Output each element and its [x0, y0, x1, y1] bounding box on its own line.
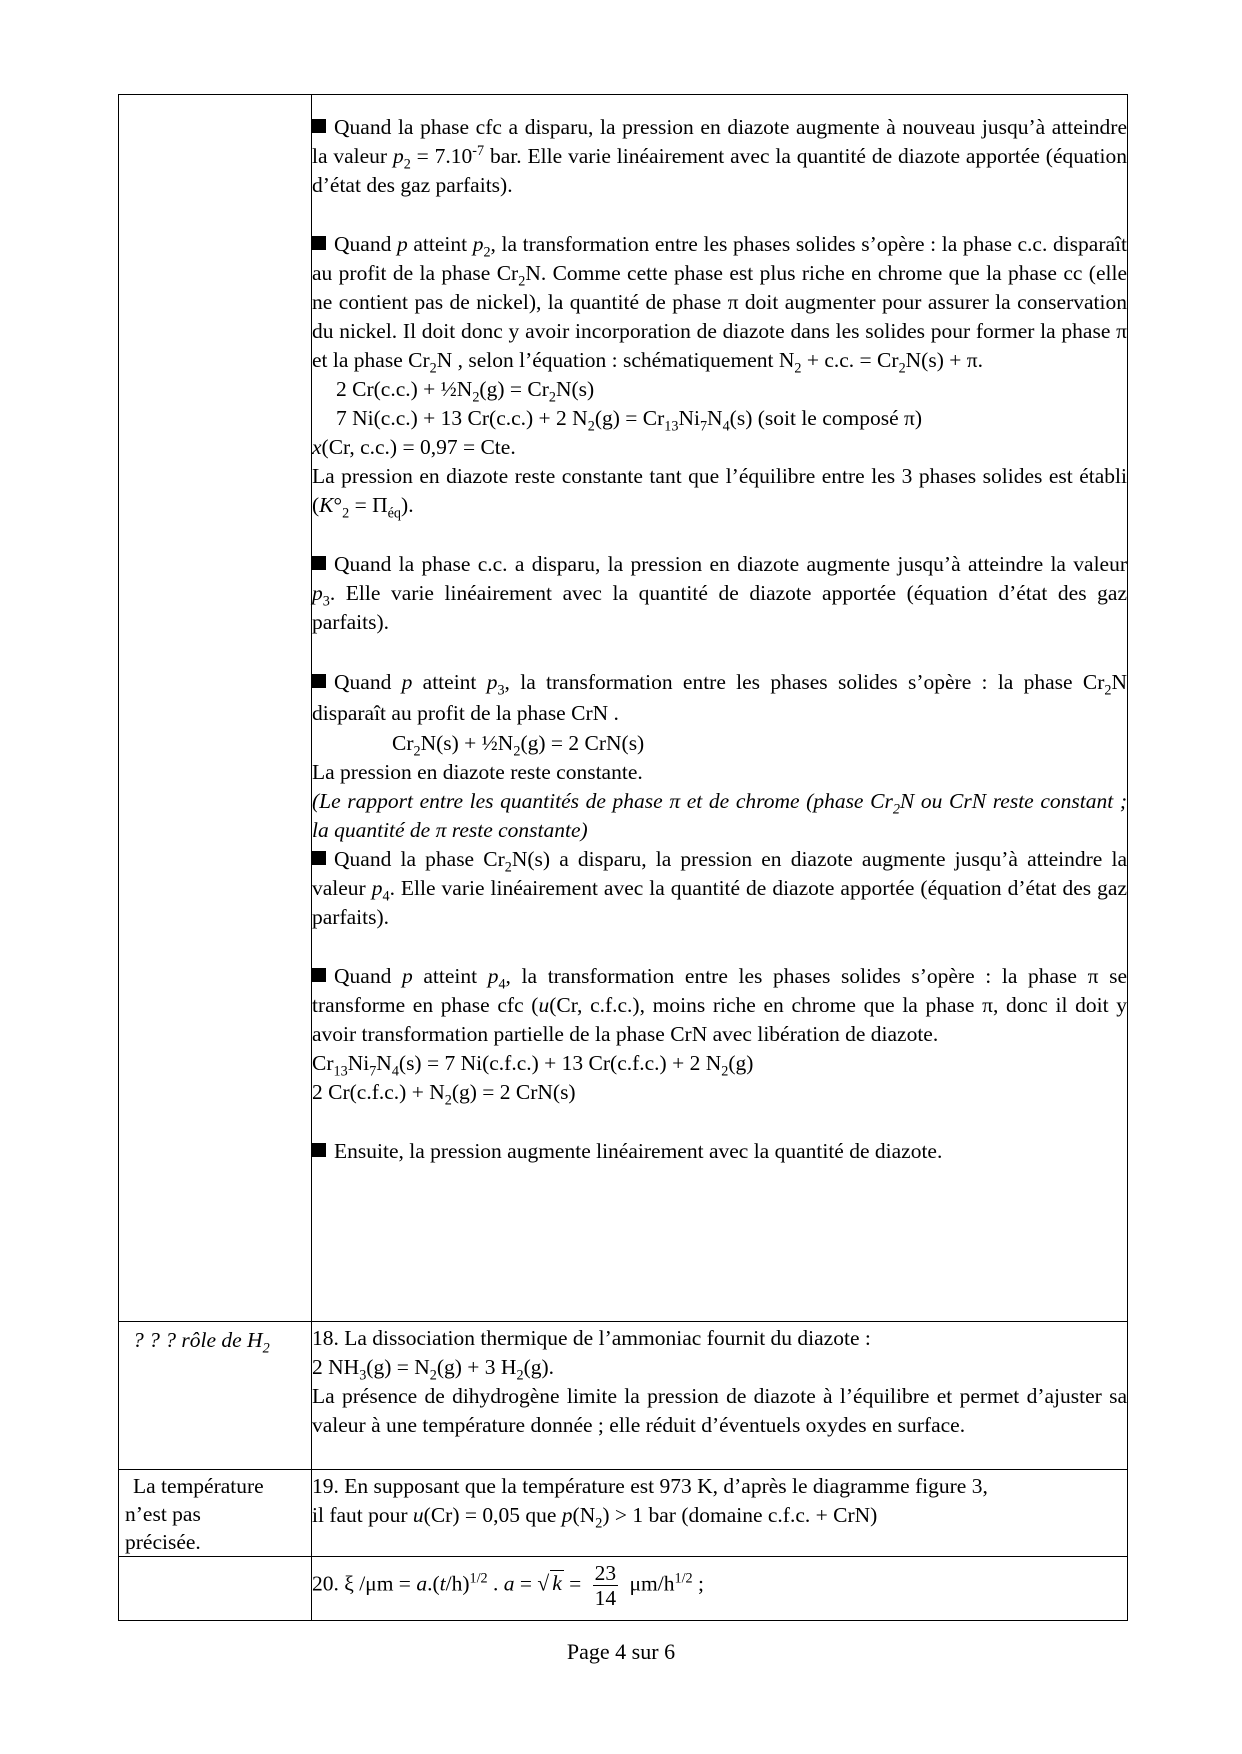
square-bullet-icon: [312, 236, 326, 250]
equation-decomposition-pi: $Cr_{13}Ni_7N_4(s) = 7$ Ni(c.f.c.) + 13 Cr(c.f.c.) + 2 $N_2(g)$: [312, 1051, 754, 1080]
answer-18-explanation: La présence de dihydrogène limite la pression de diazote à l’équilibre et permet d’ajuster sa valeur à une température donnée ; elle réduit d’éventuels oxydes en surface.: [312, 1384, 1127, 1437]
square-bullet-icon: [312, 968, 326, 982]
side-note-temperature: La température n’est pas précisée.: [119, 1470, 312, 1557]
square-bullet-icon: [312, 851, 326, 865]
table-row: [119, 1322, 1128, 1470]
square-bullet-icon: [312, 1143, 326, 1157]
italic-note: (Le rapport entre les quantités de phase π et de chrome (phase $Cr_2N$ ou CrN reste constant ; la quantité de π reste constante): [312, 789, 1127, 842]
mole-fraction-line: x(Cr, c.c.) = 0,97 = Cte.: [312, 435, 516, 459]
paragraph-p-atteint-p3: Quand p atteint $p_3$, la transformation entre les phases solides s’opère : la phase $Cr_2N$ disparaît au profit de la phase CrN .: [312, 670, 1127, 725]
side-cell-empty: [119, 95, 312, 1322]
square-bullet-icon: [312, 556, 326, 570]
answer-20-formula: 20. ξ $/\mu m = a.(t/h)^{1/2}$ . a = √ k = $\frac{23}{14}$ $\mu m/h^{1/2}$ ;: [312, 1561, 704, 1610]
answer-19-line1: 19. En supposant que la température est 973 K, d’après le diagramme figure 3,: [312, 1474, 988, 1498]
equation-crn-cfc: 2 $Cr(c.f.c.) + N_2(g) = 2$ CrN(s): [312, 1080, 576, 1109]
table-row: [119, 1470, 1128, 1557]
main-cell: [312, 95, 1128, 1322]
paragraph-pression-constante: La pression en diazote reste constante tant que l’équilibre entre les 3 phases solides est établi $(K^\circ_2 = \Pi_{éq})$.: [312, 464, 1127, 522]
paragraph-p-atteint-p2: Quand p atteint $p_2$, la transformation entre les phases solides s’opère : la phase c.c. disparaît au profit de la phase $Cr_2N$. Comme cette phase est plus riche en chrome que la phase cc (elle ne contient pas de nickel), la quantité de phase π doit augmenter pour assurer la conservation du nickel. Il doit donc y avoir incorporation de diazote dans les solides pour former la phase π et la phase $Cr_2N$ , selon l’équation : schématiquement $N_2 + c.c$. = $Cr_2N(s) + \pi$.: [312, 232, 1127, 377]
paragraph-p-atteint-p4: Quand p atteint $p_4$, la transformation entre les phases solides s’opère : la phase π se transforme en phase cfc (u(Cr, c.f.c.), moins riche en chrome que la phase π, donc il doit y avoir transformation partielle de la phase CrN avec libération de diazote.: [312, 964, 1127, 1046]
paragraph-cfc-disparu: Quand la phase cfc a disparu, la pression en diazote augmente à nouveau jusqu’à atteindre la valeur $p_2 = 7.10^{-7}$ bar. Elle varie linéairement avec la quantité de diazote apportée (équation d’état des gaz parfaits).: [312, 115, 1127, 197]
equation-crn: $Cr_2N(s)$ + $\frac{1}{2}N_2(g) = 2$ CrN(s): [392, 731, 645, 760]
equation-nh3: 2 $NH_3(g) = N_2(g) + 3$ $H_2(g)$.: [312, 1355, 555, 1384]
correction-table: [118, 94, 1128, 1621]
page-number: Page 4 sur 6: [566, 1639, 676, 1664]
table-row: [119, 1557, 1128, 1621]
equation-cr2n: 2 $Cr(c.c.) + \frac{1}{2}N_2(g) = Cr_2N(s)$: [336, 377, 595, 406]
answer-20-cell: [312, 1557, 1128, 1621]
side-cell-empty: [119, 1557, 312, 1621]
answer-19-line2: il faut pour u(Cr) = 0,05 que $p(N_2) > 1$ bar (domaine c.f.c. + CrN): [312, 1503, 878, 1532]
side-note-role-h2: ? ? ? rôle de $H_2$: [119, 1322, 312, 1470]
answer-18-intro: 18. La dissociation thermique de l’ammoniac fournit du diazote :: [312, 1326, 871, 1350]
square-bullet-icon: [312, 674, 326, 688]
sqrt-radicand: k: [552, 1571, 562, 1596]
square-bullet-icon: [312, 119, 326, 133]
paragraph-ensuite: Ensuite, la pression augmente linéairement avec la quantité de diazote.: [312, 1137, 1127, 1166]
answer-19-cell: [312, 1470, 1128, 1557]
pression-constante-line: La pression en diazote reste constante.: [312, 760, 643, 784]
table-row: [119, 95, 1128, 1322]
fraction: $\frac{23}{14}$: [594, 1561, 617, 1610]
equation-compose-pi: 7 Ni(c.c.) + 13 Cr(c.c.) + 2 $N_2(g) = Cr_{13}Ni_7N_4(s)$ (soit le composé π): [336, 406, 923, 435]
paragraph-cc-disparu: Quand la phase c.c. a disparu, la pression en diazote augmente jusqu’à atteindre la valeur $p_3$. Elle varie linéairement avec la quantité de diazote apportée (équation d’état des gaz parfaits).: [312, 552, 1127, 634]
answer-18-cell: [312, 1322, 1128, 1470]
paragraph-cr2n-disparu: Quand la phase $Cr_2N(s)$ a disparu, la pression en diazote augmente jusqu’à atteindre la valeur $p_4$. Elle varie linéairement avec la quantité de diazote apportée (équation d’état des gaz parfaits).: [312, 847, 1128, 929]
